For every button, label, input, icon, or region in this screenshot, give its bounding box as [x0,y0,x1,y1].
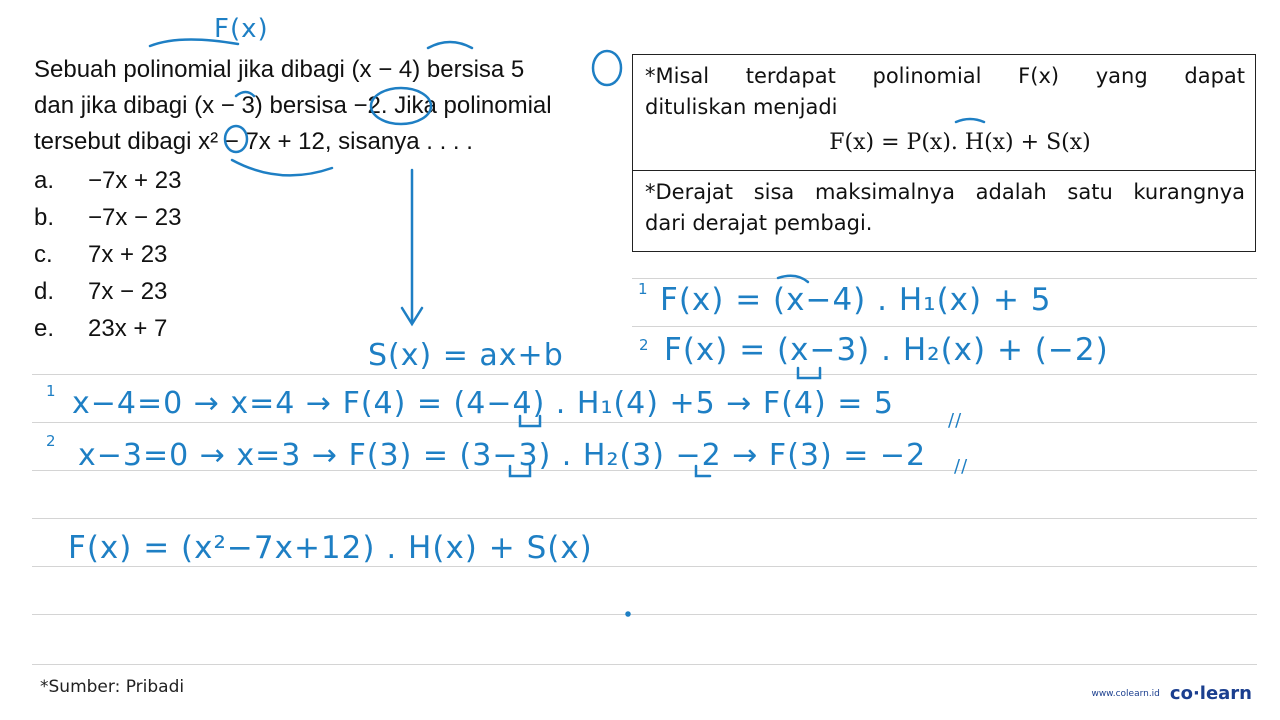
division-formula: F(x) = P(x). H(x) + S(x) [829,130,1091,155]
question-line: Sebuah polinomial jika dibagi (x − 4) bersisa 5 [34,56,525,83]
handwritten-fx-label: F(x) [214,14,269,44]
option-letter: c. [34,240,53,268]
circle-mark [225,126,247,152]
question-line: tersebut dibagi x² − 7x + 12, sisanya . . . . [34,128,473,155]
handwritten-step-number: 2 [639,336,650,354]
handwritten-final-equation: F(x) = (x²−7x+12) . H(x) + S(x) [68,530,593,566]
handwritten-equation-2: F(x) = (x−3) . H₂(x) + (−2) [664,332,1109,368]
option-text: 23x + 7 [88,314,168,342]
option-text: −7x − 23 [88,203,182,231]
circle-mark [593,51,621,85]
handwritten-step-number: 1 [46,382,57,400]
handwritten-step-number: 1 [638,280,649,298]
underline-stroke [696,466,710,476]
handwritten-tick-mark: // [948,410,963,431]
handwritten-remainder-form: S(x) = ax+b [368,338,564,373]
underline-stroke [778,276,808,282]
box-text-line: *Derajat sisa maksimalnya adalah satu kurangnya [645,180,1245,204]
option-letter: e. [34,314,55,342]
underline-stroke [232,160,332,175]
option-text: 7x + 23 [88,240,168,268]
underline-stroke [520,416,540,426]
brand-url[interactable]: www.colearn.id [1091,688,1160,699]
overline-stroke [956,119,984,122]
handwritten-substitution-2: x−3=0 → x=3 → F(3) = (3−3) . H₂(3) −2 → F(3) = −2 [78,438,927,473]
handwritten-substitution-1: x−4=0 → x=4 → F(4) = (4−4) . H₁(4) +5 → F(4) = 5 [72,386,894,421]
overline-stroke [150,39,238,46]
box-text-line: *Misal terdapat polinomial F(x) yang dapat [645,64,1245,88]
underline-stroke [510,466,530,476]
option-letter: d. [34,277,55,305]
handwritten-equation-1: F(x) = (x−4) . H₁(x) + 5 [660,282,1052,318]
option-text: 7x − 23 [88,277,168,305]
box-text-line: dari derajat pembagi. [645,211,873,235]
brand-logo: co·learn [1169,683,1252,704]
option-letter: b. [34,203,55,231]
source-credit: *Sumber: Pribadi [40,677,185,697]
overline-stroke [428,42,472,48]
handwritten-tick-mark: // [954,456,969,477]
circle-mark [371,88,431,124]
ink-dot [627,613,630,616]
option-text: −7x + 23 [88,166,182,194]
handwritten-step-number: 2 [46,432,57,450]
option-letter: a. [34,166,55,194]
brand-footer [1091,683,1252,704]
overline-stroke [236,92,254,96]
underline-stroke [798,368,820,378]
box-text-line: dituliskan menjadi [645,95,838,119]
question-line: dan jika dibagi (x − 3) bersisa −2. Jika polinomial [34,92,552,119]
